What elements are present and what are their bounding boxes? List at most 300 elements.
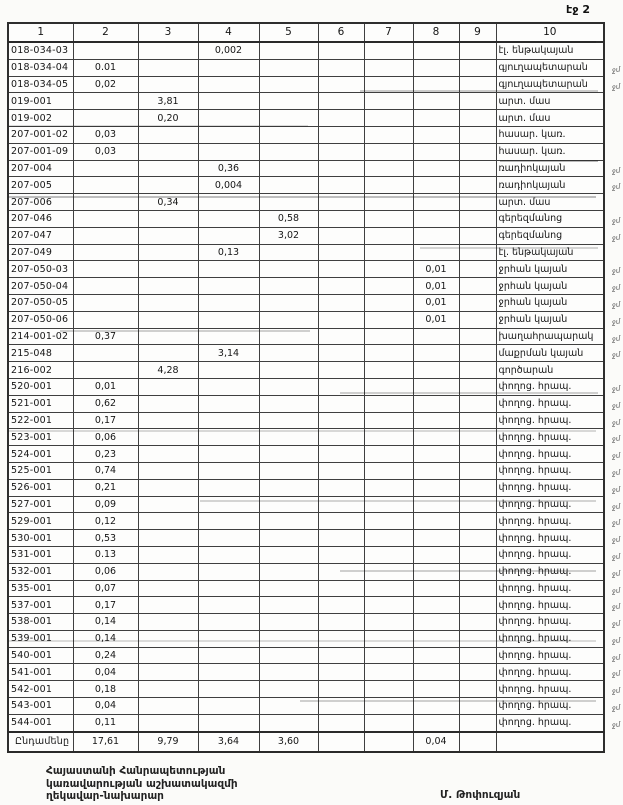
area-value-cell	[138, 294, 198, 311]
area-value-cell	[138, 698, 198, 715]
area-value-cell	[198, 446, 259, 463]
landuse-cell: ջրհան կայան ջմ	[496, 311, 604, 328]
area-value-cell: 0,37	[73, 328, 138, 345]
total-label-cell: Ընդամենը	[8, 732, 73, 752]
parcel-code-cell: 019-002	[8, 110, 73, 127]
footer-line-2: կառավարության աշխատակազմի	[46, 777, 238, 790]
area-value-cell: 0,18	[73, 681, 138, 698]
area-value-cell	[198, 143, 259, 160]
area-value-cell	[364, 496, 413, 513]
area-value-cell	[318, 278, 364, 295]
area-value-cell	[198, 429, 259, 446]
area-value-cell	[198, 126, 259, 143]
area-value-cell	[198, 227, 259, 244]
area-value-cell	[318, 311, 364, 328]
area-value-cell	[364, 160, 413, 177]
table-row	[8, 546, 604, 563]
area-value-cell	[73, 210, 138, 227]
table-row	[8, 530, 604, 547]
parcel-code-cell: 207-049	[8, 244, 73, 261]
area-value-cell	[364, 513, 413, 530]
parcel-code-cell: 544-001	[8, 714, 73, 731]
area-value-cell	[259, 311, 318, 328]
area-value-cell	[259, 630, 318, 647]
area-value-cell	[459, 563, 496, 580]
landuse-cell: փողոց. հրապ. ջմ	[496, 614, 604, 631]
area-value-cell	[413, 345, 459, 362]
area-value-cell: 0,36	[198, 160, 259, 177]
table-row	[8, 143, 604, 160]
parcel-code-cell: 207-006	[8, 194, 73, 211]
area-value-cell	[318, 378, 364, 395]
area-value-cell	[73, 294, 138, 311]
area-value-cell	[459, 647, 496, 664]
area-value-cell	[364, 732, 413, 752]
area-value-cell	[413, 563, 459, 580]
area-value-cell	[318, 345, 364, 362]
area-value-cell	[138, 630, 198, 647]
parcel-code-cell: 521-001	[8, 395, 73, 412]
area-value-cell: 0,01	[413, 261, 459, 278]
margin-annotation: ջմ	[611, 451, 621, 461]
table-row	[8, 597, 604, 614]
area-value-cell	[459, 362, 496, 379]
area-value-cell	[364, 681, 413, 698]
area-value-cell	[198, 597, 259, 614]
area-value-cell	[413, 378, 459, 395]
area-value-cell	[138, 345, 198, 362]
margin-annotation: ջմ	[611, 300, 621, 310]
column-header: 3	[138, 23, 198, 42]
table-row	[8, 227, 604, 244]
area-value-cell: 17,61	[73, 732, 138, 752]
area-value-cell	[413, 630, 459, 647]
area-value-cell	[259, 395, 318, 412]
area-value-cell	[198, 412, 259, 429]
landuse-cell: փողոց. հրապ. ջմ	[496, 462, 604, 479]
table-row	[8, 160, 604, 177]
area-value-cell	[73, 93, 138, 110]
landuse-cell: խաղահրապարակ ջմ	[496, 328, 604, 345]
table-row	[8, 429, 604, 446]
landuse-cell: փողոց. հրապ. ջմ	[496, 530, 604, 547]
table-row	[8, 311, 604, 328]
area-value-cell	[364, 177, 413, 194]
area-value-cell	[364, 126, 413, 143]
area-value-cell	[413, 664, 459, 681]
table-row	[8, 462, 604, 479]
parcel-code-cell: 529-001	[8, 513, 73, 530]
area-value-cell	[459, 227, 496, 244]
parcel-code-cell: 207-005	[8, 177, 73, 194]
column-header: 7	[364, 23, 413, 42]
area-value-cell: 0,07	[73, 580, 138, 597]
area-value-cell	[318, 563, 364, 580]
area-value-cell	[364, 210, 413, 227]
margin-annotation: ջմ	[611, 350, 621, 360]
area-value-cell	[198, 278, 259, 295]
area-value-cell	[364, 647, 413, 664]
area-value-cell	[364, 110, 413, 127]
area-value-cell	[318, 160, 364, 177]
area-value-cell	[138, 76, 198, 93]
area-value-cell	[318, 244, 364, 261]
area-value-cell: 0,14	[73, 630, 138, 647]
area-value-cell	[138, 664, 198, 681]
area-value-cell	[259, 429, 318, 446]
total-row	[8, 732, 604, 752]
footer-line-3: ղեկավար-նախարար	[46, 790, 164, 802]
parcel-code-cell: 525-001	[8, 462, 73, 479]
area-value-cell: 0,24	[73, 647, 138, 664]
area-value-cell	[318, 412, 364, 429]
footer-official-title	[46, 765, 238, 803]
area-value-cell	[73, 160, 138, 177]
area-value-cell	[364, 42, 413, 59]
area-value-cell	[198, 479, 259, 496]
area-value-cell	[459, 160, 496, 177]
landuse-cell: փողոց. հրապ. ջմ	[496, 714, 604, 731]
area-value-cell	[364, 395, 413, 412]
area-value-cell	[413, 681, 459, 698]
area-value-cell	[138, 412, 198, 429]
area-value-cell	[318, 479, 364, 496]
parcel-code-cell: 527-001	[8, 496, 73, 513]
area-value-cell	[73, 362, 138, 379]
area-value-cell	[138, 513, 198, 530]
landuse-cell: գյուղապետարան ջմ	[496, 76, 604, 93]
area-value-cell	[364, 362, 413, 379]
area-value-cell	[198, 261, 259, 278]
area-value-cell: 0,01	[73, 378, 138, 395]
area-value-cell	[364, 311, 413, 328]
table-row	[8, 647, 604, 664]
parcel-code-cell: 207-050-06	[8, 311, 73, 328]
area-value-cell	[459, 244, 496, 261]
area-value-cell	[459, 698, 496, 715]
area-value-cell	[198, 647, 259, 664]
area-value-cell	[198, 614, 259, 631]
table-row	[8, 362, 604, 379]
landuse-cell: փողոց. հրապ. ջմ	[496, 429, 604, 446]
area-value-cell	[259, 194, 318, 211]
area-value-cell	[459, 194, 496, 211]
area-value-cell	[459, 261, 496, 278]
area-value-cell: 4,28	[138, 362, 198, 379]
table-body	[8, 42, 621, 752]
area-value-cell	[459, 546, 496, 563]
landuse-cell: փողոց. հրապ. ջմ	[496, 597, 604, 614]
area-value-cell	[364, 446, 413, 463]
table-row	[8, 563, 604, 580]
area-value-cell: 0,74	[73, 462, 138, 479]
area-value-cell	[413, 546, 459, 563]
area-value-cell	[138, 614, 198, 631]
margin-annotation: ջմ	[611, 485, 621, 495]
area-value-cell	[318, 580, 364, 597]
table-row	[8, 479, 604, 496]
parcel-code-cell: 018-034-03	[8, 42, 73, 59]
parcel-code-cell: 214-001-02	[8, 328, 73, 345]
landuse-cell: մաքրման կայան ջմ	[496, 345, 604, 362]
area-value-cell	[364, 378, 413, 395]
area-value-cell: 0,01	[413, 278, 459, 295]
area-value-cell	[413, 647, 459, 664]
table-row	[8, 42, 604, 59]
area-value-cell	[413, 496, 459, 513]
area-value-cell	[318, 714, 364, 731]
area-value-cell	[413, 194, 459, 211]
area-value-cell	[364, 664, 413, 681]
area-value-cell	[73, 261, 138, 278]
area-value-cell	[459, 378, 496, 395]
parcel-code-cell: 018-034-04	[8, 59, 73, 76]
landuse-cell: փողոց. հրապ. ջմ	[496, 681, 604, 698]
area-value-cell	[364, 479, 413, 496]
area-value-cell	[259, 261, 318, 278]
area-value-cell	[318, 597, 364, 614]
area-value-cell	[459, 395, 496, 412]
area-value-cell: 0,01	[413, 294, 459, 311]
area-value-cell	[198, 530, 259, 547]
area-value-cell	[364, 412, 413, 429]
area-value-cell: 0,62	[73, 395, 138, 412]
area-value-cell	[459, 664, 496, 681]
landuse-cell: փողոց. հրապ. ջմ	[496, 446, 604, 463]
area-value-cell	[259, 177, 318, 194]
area-value-cell	[73, 244, 138, 261]
area-value-cell	[259, 143, 318, 160]
area-value-cell	[318, 177, 364, 194]
area-value-cell	[318, 76, 364, 93]
area-value-cell	[413, 59, 459, 76]
area-value-cell	[459, 177, 496, 194]
area-value-cell	[138, 378, 198, 395]
area-value-cell	[318, 664, 364, 681]
parcel-code-cell: 526-001	[8, 479, 73, 496]
area-value-cell	[413, 479, 459, 496]
parcel-code-cell: 019-001	[8, 93, 73, 110]
area-value-cell	[259, 681, 318, 698]
area-value-cell	[259, 647, 318, 664]
area-value-cell	[138, 59, 198, 76]
area-value-cell: 3,81	[138, 93, 198, 110]
area-value-cell	[318, 429, 364, 446]
area-value-cell: 0,09	[73, 496, 138, 513]
area-value-cell	[198, 76, 259, 93]
area-value-cell	[364, 563, 413, 580]
area-value-cell	[198, 294, 259, 311]
margin-annotation: ջմ	[611, 82, 621, 92]
area-value-cell	[459, 462, 496, 479]
landuse-cell: փողոց. հրապ. ջմ	[496, 378, 604, 395]
table-row	[8, 93, 604, 110]
area-value-cell	[364, 59, 413, 76]
table-row	[8, 261, 604, 278]
area-value-cell: 0,13	[198, 244, 259, 261]
parcel-code-cell: 207-001-02	[8, 126, 73, 143]
landuse-cell: էլ. ենթակայան	[496, 244, 604, 261]
margin-annotation: ջմ	[611, 653, 621, 663]
landuse-cell: ռադիոկայան ջմ	[496, 160, 604, 177]
margin-annotation: ջմ	[611, 518, 621, 528]
area-value-cell	[318, 630, 364, 647]
column-header: 9	[459, 23, 496, 42]
area-value-cell	[459, 732, 496, 752]
table-row	[8, 59, 604, 76]
parcel-code-cell: 539-001	[8, 630, 73, 647]
area-value-cell	[364, 580, 413, 597]
area-value-cell	[364, 530, 413, 547]
area-value-cell	[259, 110, 318, 127]
area-value-cell	[364, 227, 413, 244]
area-value-cell	[413, 93, 459, 110]
area-value-cell	[413, 513, 459, 530]
area-value-cell: 0,17	[73, 597, 138, 614]
area-value-cell	[73, 42, 138, 59]
area-value-cell	[459, 412, 496, 429]
area-value-cell	[138, 563, 198, 580]
area-value-cell	[318, 362, 364, 379]
area-value-cell	[364, 462, 413, 479]
area-value-cell	[318, 110, 364, 127]
area-value-cell: 0,02	[73, 76, 138, 93]
area-value-cell	[259, 614, 318, 631]
landuse-cell: փողոց. հրապ. ջմ	[496, 664, 604, 681]
margin-annotation: ջմ	[611, 585, 621, 596]
area-value-cell	[259, 597, 318, 614]
area-value-cell	[413, 395, 459, 412]
area-value-cell	[413, 412, 459, 429]
area-value-cell	[198, 681, 259, 698]
area-value-cell	[459, 278, 496, 295]
area-value-cell	[318, 614, 364, 631]
area-value-cell	[138, 546, 198, 563]
area-value-cell	[318, 59, 364, 76]
margin-annotation: ջմ	[611, 602, 621, 612]
area-value-cell	[198, 395, 259, 412]
parcel-code-cell: 523-001	[8, 429, 73, 446]
area-value-cell: 0,21	[73, 479, 138, 496]
area-value-cell	[198, 311, 259, 328]
area-value-cell	[318, 93, 364, 110]
column-header: 4	[198, 23, 259, 42]
area-value-cell	[459, 630, 496, 647]
area-value-cell: 0.01	[73, 59, 138, 76]
landuse-cell: գերեզմանոց ջմ	[496, 227, 604, 244]
area-value-cell	[364, 630, 413, 647]
area-value-cell	[198, 546, 259, 563]
area-value-cell: 0,03	[73, 126, 138, 143]
area-value-cell	[459, 597, 496, 614]
area-value-cell	[459, 59, 496, 76]
area-value-cell	[364, 597, 413, 614]
area-value-cell	[259, 345, 318, 362]
parcel-code-cell: 207-004	[8, 160, 73, 177]
table-row	[8, 630, 604, 647]
area-value-cell	[413, 429, 459, 446]
area-value-cell	[259, 714, 318, 731]
margin-annotation: ջմ	[611, 334, 621, 344]
area-value-cell	[138, 328, 198, 345]
area-value-cell: 0,17	[73, 412, 138, 429]
landuse-cell: փողոց. հրապ. ջմ	[496, 698, 604, 715]
landuse-cell: փողոց. հրապ. ջմ	[496, 563, 604, 580]
area-value-cell	[318, 294, 364, 311]
area-value-cell	[259, 580, 318, 597]
area-value-cell	[138, 681, 198, 698]
area-value-cell	[318, 210, 364, 227]
landuse-cell: ջրհան կայան ջմ	[496, 278, 604, 295]
area-value-cell: 0,06	[73, 563, 138, 580]
landuse-cell	[496, 732, 604, 752]
area-value-cell: 0,14	[73, 614, 138, 631]
margin-annotation: ջմ	[611, 636, 621, 646]
area-value-cell: 0.13	[73, 546, 138, 563]
area-value-cell	[413, 462, 459, 479]
area-value-cell: 0,12	[73, 513, 138, 530]
area-value-cell	[318, 194, 364, 211]
table-row	[8, 328, 604, 345]
area-value-cell	[198, 496, 259, 513]
area-value-cell	[459, 110, 496, 127]
area-value-cell	[138, 647, 198, 664]
area-value-cell: 0,03	[73, 143, 138, 160]
area-value-cell: 0,06	[73, 429, 138, 446]
area-value-cell	[198, 630, 259, 647]
area-value-cell	[364, 278, 413, 295]
area-value-cell	[138, 227, 198, 244]
column-header: 10	[496, 23, 604, 42]
parcel-code-cell: 207-046	[8, 210, 73, 227]
table-row	[8, 496, 604, 513]
area-value-cell	[198, 580, 259, 597]
area-value-cell	[198, 93, 259, 110]
landuse-cell: ջրհան կայան ջմ	[496, 261, 604, 278]
area-value-cell	[459, 530, 496, 547]
area-value-cell	[259, 563, 318, 580]
area-value-cell	[138, 580, 198, 597]
area-value-cell	[459, 429, 496, 446]
area-value-cell	[459, 210, 496, 227]
landuse-cell: փողոց. հրապ. ջմ	[496, 412, 604, 429]
parcel-code-cell: 543-001	[8, 698, 73, 715]
area-value-cell	[138, 143, 198, 160]
area-value-cell	[138, 446, 198, 463]
landuse-cell: փողոց. հրապ. ջմ	[496, 546, 604, 563]
table-row	[8, 210, 604, 227]
area-value-cell: 0,01	[413, 311, 459, 328]
parcel-code-cell: 207-047	[8, 227, 73, 244]
margin-annotation: ջմ	[611, 569, 621, 579]
area-value-cell	[138, 597, 198, 614]
table-row	[8, 110, 604, 127]
area-value-cell	[138, 429, 198, 446]
area-value-cell	[259, 93, 318, 110]
area-value-cell	[364, 546, 413, 563]
area-value-cell	[259, 546, 318, 563]
area-value-cell	[259, 698, 318, 715]
parcel-code-cell: 207-001-09	[8, 143, 73, 160]
area-value-cell	[318, 328, 364, 345]
area-value-cell: 3,14	[198, 345, 259, 362]
area-value-cell	[459, 681, 496, 698]
area-value-cell	[318, 143, 364, 160]
table-row	[8, 664, 604, 681]
margin-annotation: ջմ	[611, 703, 621, 713]
area-value-cell	[259, 244, 318, 261]
area-value-cell	[459, 42, 496, 59]
